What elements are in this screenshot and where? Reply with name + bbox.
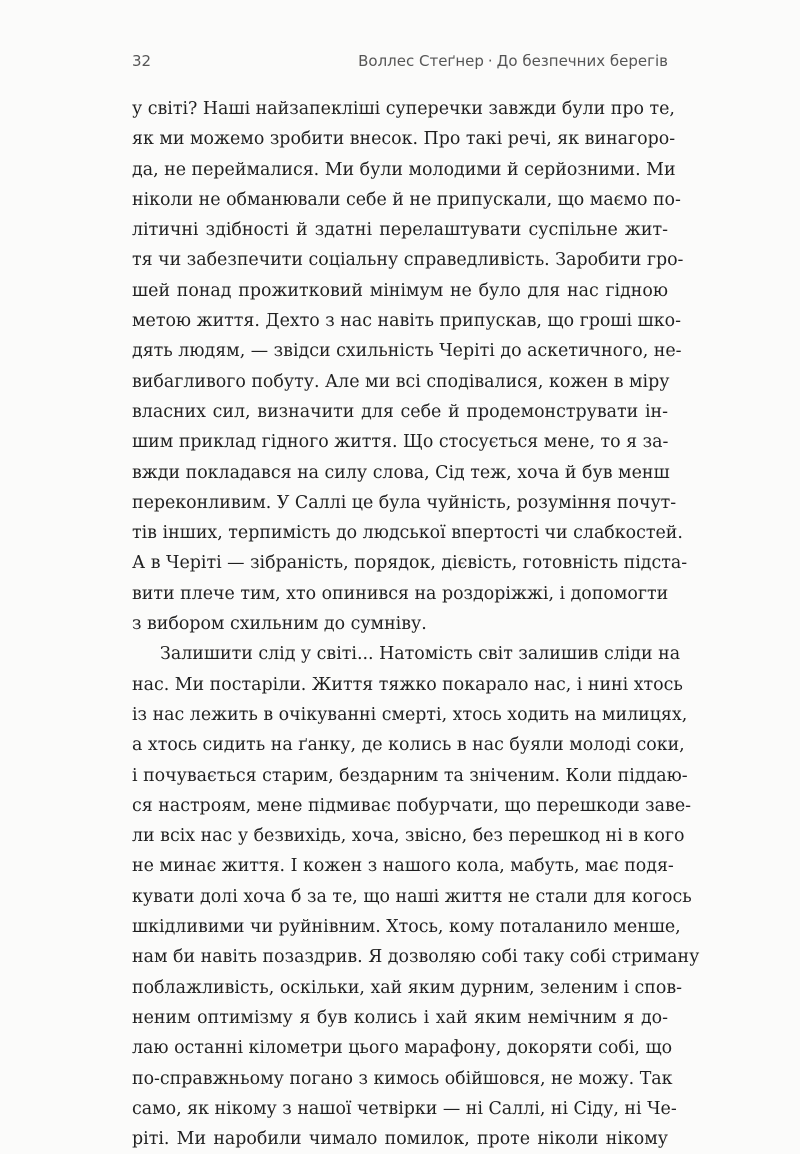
- text-line-paragraph-end: з вибором схильним до сумніву.: [132, 614, 427, 635]
- text-line: у світі? Наші найзапекліші суперечки завжди були про те,: [132, 99, 675, 119]
- text-line: дять людям, — звідси схильність Черіті до аскетичного, не-: [132, 341, 682, 362]
- text-line: власних сил, визначити для себе й продемонструвати ін-: [132, 401, 668, 422]
- text-line: літичні здібності й здатні перелаштувати суспільне жит-: [132, 220, 668, 241]
- book-title: До безпечних берегів: [496, 52, 668, 70]
- running-header: [132, 52, 668, 76]
- text-line: А в Черіті — зібраність, порядок, дієвість, готовність підста-: [132, 553, 688, 574]
- text-line: тя чи забезпечити соціальну справедливість. Заробити гро-: [132, 250, 684, 271]
- text-line: да, не переймалися. Ми були молодими й серйозними. Ми: [132, 159, 676, 180]
- text-line: нас. Ми постаріли. Життя тяжко покарало нас, і нині хтось: [132, 674, 683, 695]
- text-line: не минає життя. І кожен з нашого кола, мабуть, має подя-: [132, 856, 674, 877]
- text-line: шим приклад гідного життя. Що стосується мене, то я за-: [132, 432, 669, 453]
- running-head: [358, 52, 668, 70]
- text-line: поблажливість, оскільки, хай яким дурним, зеленим і спов-: [132, 977, 683, 998]
- text-line: тів інших, терпимість до людської впертості чи слабкостей.: [132, 523, 683, 544]
- text-line: із нас лежить в очікуванні смерті, хтось ходить на милицях,: [132, 704, 688, 725]
- text-line: метою життя. Дехто з нас навіть припускав, що гроші шко-: [132, 311, 681, 332]
- body-text: [132, 94, 700, 1154]
- text-line: шкідливими чи руйнівним. Хтось, кому поталанило менше,: [132, 917, 681, 938]
- text-line: а хтось сидить на ґанку, де колись в нас буяли молоді соки,: [132, 735, 685, 756]
- text-line: нам би навіть позаздрив. Я дозволяю собі таку собі стриману: [132, 947, 700, 968]
- text-line: вжди покладався на силу слова, Сід теж, хоча й був менш: [132, 462, 670, 483]
- text-line: вити плече тим, хто опинився на роздоріжжі, і допомогти: [132, 583, 669, 604]
- separator-dot: ·: [487, 52, 493, 70]
- text-line: ли всіх нас у безвихідь, хоча, звісно, без перешкод ні в кого: [132, 826, 685, 847]
- text-line: лаю останні кілометри цього марафону, докоряти собі, що: [132, 1038, 673, 1059]
- text-line: переконливим. У Саллі це була чуйність, розуміння почут-: [132, 492, 677, 513]
- page-number: 32: [132, 52, 152, 70]
- text-line: шей понад прожитковий мінімум не було для нас гідною: [132, 280, 668, 301]
- text-line: кувати долі хоча б за те, що наші життя не стали для когось: [132, 886, 692, 907]
- text-line: і почувається старим, бездарним та зніченим. Коли піддаю-: [132, 765, 688, 786]
- text-line: по-справжньому погано з кимось обійшовся, не можу. Так: [132, 1068, 673, 1089]
- author-name: Воллес Стеґнер: [358, 52, 484, 70]
- text-line: ніколи не обманювали себе й не припускали, що маємо по-: [132, 189, 681, 210]
- text-line: як ми можемо зробити внесок. Про такі речі, як винагоро-: [132, 129, 676, 150]
- text-line: неним оптимізму я був колись і хай яким немічним я до-: [132, 1007, 668, 1028]
- text-line: само, як нікому з нашої четвірки — ні Саллі, ні Сіду, ні Че-: [132, 1098, 677, 1119]
- text-line-paragraph-start: Залишити слід у світі... Натомість світ залишив сліди на: [160, 644, 681, 665]
- text-line: вибагливого побуту. Але ми всі сподівалися, кожен в міру: [132, 371, 670, 392]
- text-line: ся настроям, мене підмиває побурчати, що перешкоди заве-: [132, 795, 691, 816]
- text-line: ріті. Ми наробили чимало помилок, проте ніколи нікому: [132, 1129, 668, 1150]
